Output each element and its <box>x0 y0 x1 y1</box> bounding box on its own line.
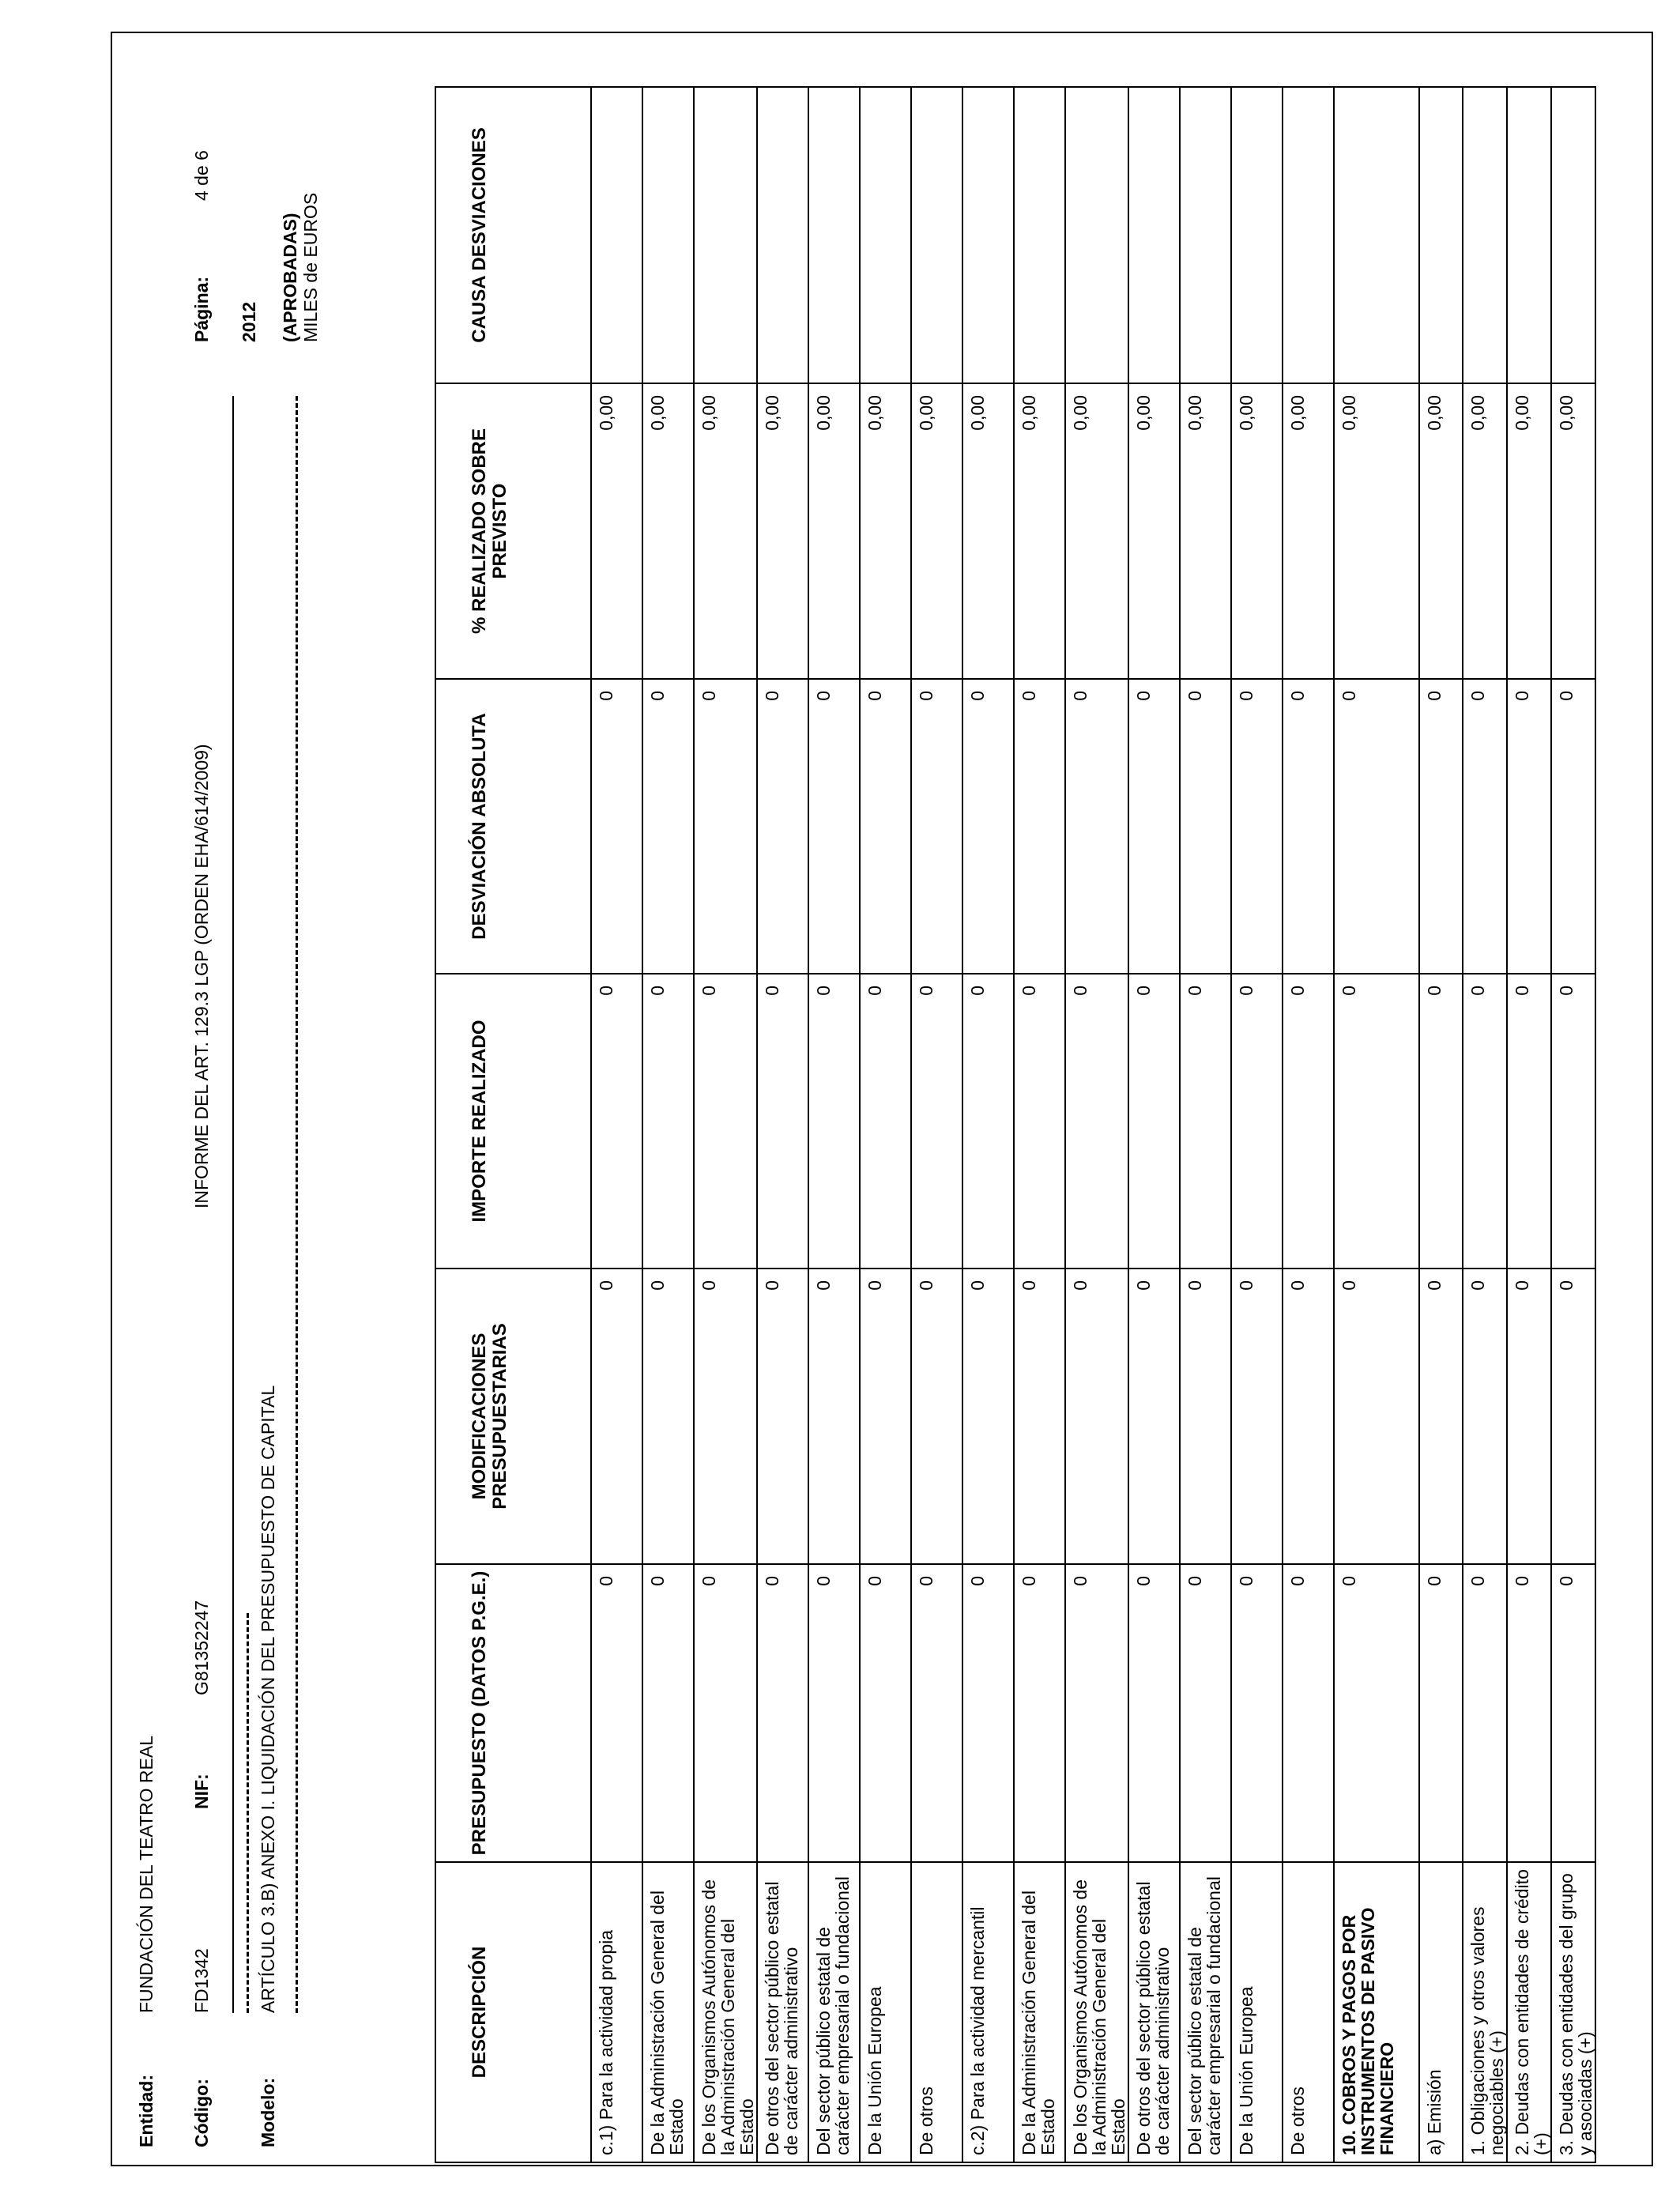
table-row <box>591 87 642 2162</box>
modificaciones-cell: 0 <box>962 1269 1014 1564</box>
table-header-row <box>435 87 591 2162</box>
modelo-dashed-rule <box>296 396 298 2013</box>
presupuesto-cell: 0 <box>1419 1564 1463 1862</box>
porcentaje-realizado-cell: 0,00 <box>1507 383 1551 679</box>
importe-realizado-cell: 0 <box>962 974 1014 1269</box>
pagina-label: Página: <box>191 276 212 342</box>
importe-realizado-cell: 0 <box>1334 974 1419 1269</box>
desviacion-absoluta-cell: 0 <box>1065 679 1128 974</box>
presupuesto-cell: 0 <box>860 1564 911 1862</box>
modificaciones-cell: 0 <box>1014 1269 1065 1564</box>
porcentaje-realizado-cell: 0,00 <box>1014 383 1065 679</box>
modificaciones-cell: 0 <box>1065 1269 1128 1564</box>
description-cell: De la Unión Europea <box>860 1862 911 2162</box>
causa-desviaciones-cell <box>1419 87 1463 383</box>
porcentaje-realizado-cell: 0,00 <box>911 383 962 679</box>
description-cell: a) Emisión <box>1419 1862 1463 2162</box>
causa-desviaciones-cell <box>808 87 860 383</box>
importe-realizado-cell: 0 <box>1128 974 1180 1269</box>
presupuesto-cell: 0 <box>1551 1564 1595 1862</box>
importe-realizado-cell: 0 <box>694 974 757 1269</box>
table-row <box>911 87 962 2162</box>
porcentaje-realizado-cell: 0,00 <box>1551 383 1595 679</box>
description-cell: De otros <box>911 1862 962 2162</box>
porcentaje-realizado-cell: 0,00 <box>1283 383 1334 679</box>
units-label: MILES de EUROS <box>300 192 321 342</box>
entidad-label: Entidad: <box>136 2075 156 2147</box>
causa-desviaciones-cell <box>1283 87 1334 383</box>
col-descripcion: DESCRIPCIÓN <box>435 1862 591 2162</box>
porcentaje-realizado-cell: 0,00 <box>1334 383 1419 679</box>
importe-realizado-cell: 0 <box>1551 974 1595 1269</box>
modificaciones-cell: 0 <box>860 1269 911 1564</box>
presupuesto-cell: 0 <box>1014 1564 1065 1862</box>
col-importe-realizado: IMPORTE REALIZADO <box>435 974 591 1269</box>
presupuesto-cell: 0 <box>1507 1564 1551 1862</box>
col-causa-desviaciones: CAUSA DESVIACIONES <box>435 87 591 383</box>
modificaciones-cell: 0 <box>1507 1269 1551 1564</box>
importe-realizado-cell: 0 <box>1231 974 1283 1269</box>
desviacion-absoluta-cell: 0 <box>1180 679 1231 974</box>
description-cell: Del sector público estatal de carácter empresarial o fundacional <box>1180 1862 1231 2162</box>
table-row <box>1065 87 1128 2162</box>
presupuesto-cell: 0 <box>642 1564 694 1862</box>
modificaciones-cell: 0 <box>1128 1269 1180 1564</box>
porcentaje-realizado-cell: 0,00 <box>694 383 757 679</box>
presupuesto-cell: 0 <box>1334 1564 1419 1862</box>
causa-desviaciones-cell <box>1014 87 1065 383</box>
causa-desviaciones-cell <box>642 87 694 383</box>
year: 2012 <box>239 301 259 342</box>
desviacion-absoluta-cell: 0 <box>911 679 962 974</box>
desviacion-absoluta-cell: 0 <box>757 679 808 974</box>
modificaciones-cell: 0 <box>808 1269 860 1564</box>
causa-desviaciones-cell <box>1507 87 1551 383</box>
importe-realizado-cell: 0 <box>860 974 911 1269</box>
description-cell: 1. Obligaciones y otros valores negociables (+) <box>1463 1862 1507 2162</box>
description-cell: De otros del sector público estatal de carácter administrativo <box>757 1862 808 2162</box>
porcentaje-realizado-cell: 0,00 <box>591 383 642 679</box>
porcentaje-realizado-cell: 0,00 <box>1463 383 1507 679</box>
causa-desviaciones-cell <box>1231 87 1283 383</box>
codigo-dashed-rule <box>247 1613 249 2013</box>
porcentaje-realizado-cell: 0,00 <box>860 383 911 679</box>
porcentaje-realizado-cell: 0,00 <box>1065 383 1128 679</box>
importe-realizado-cell: 0 <box>642 974 694 1269</box>
table-row <box>1334 87 1419 2162</box>
description-cell: De otros del sector público estatal de carácter administrativo <box>1128 1862 1180 2162</box>
desviacion-absoluta-cell: 0 <box>1128 679 1180 974</box>
presupuesto-cell: 0 <box>808 1564 860 1862</box>
causa-desviaciones-cell <box>962 87 1014 383</box>
description-cell: De la Administración General del Estado <box>642 1862 694 2162</box>
importe-realizado-cell: 0 <box>1014 974 1065 1269</box>
modificaciones-cell: 0 <box>757 1269 808 1564</box>
description-cell: De la Unión Europea <box>1231 1862 1283 2162</box>
importe-realizado-cell: 0 <box>1507 974 1551 1269</box>
causa-desviaciones-cell <box>694 87 757 383</box>
table-row <box>1014 87 1065 2162</box>
modificaciones-cell: 0 <box>1283 1269 1334 1564</box>
header-rule <box>232 396 234 2013</box>
desviacion-absoluta-cell: 0 <box>1551 679 1595 974</box>
modelo-label: Modelo: <box>258 2077 278 2147</box>
presupuesto-cell: 0 <box>591 1564 642 1862</box>
desviacion-absoluta-cell: 0 <box>962 679 1014 974</box>
col-modificaciones: MODIFICACIONES PRESUPUESTARIAS <box>435 1269 591 1564</box>
importe-realizado-cell: 0 <box>911 974 962 1269</box>
description-cell: De otros <box>1283 1862 1334 2162</box>
modelo-value: ARTÍCULO 3.B) ANEXO I. LIQUIDACIÓN DEL PRESUPUESTO DE CAPITAL <box>258 1385 278 2013</box>
description-cell: 10. COBROS Y PAGOS POR INSTRUMENTOS DE PASIVO FINANCIERO <box>1334 1862 1419 2162</box>
modificaciones-cell: 0 <box>1463 1269 1507 1564</box>
presupuesto-cell: 0 <box>1180 1564 1231 1862</box>
porcentaje-realizado-cell: 0,00 <box>757 383 808 679</box>
desviacion-absoluta-cell: 0 <box>1334 679 1419 974</box>
presupuesto-cell: 0 <box>1128 1564 1180 1862</box>
desviacion-absoluta-cell: 0 <box>1283 679 1334 974</box>
porcentaje-realizado-cell: 0,00 <box>808 383 860 679</box>
description-cell: De la Administración General del Estado <box>1014 1862 1065 2162</box>
importe-realizado-cell: 0 <box>1180 974 1231 1269</box>
table-row <box>757 87 808 2162</box>
description-cell: 3. Deudas con entidades del grupo y asociadas (+) <box>1551 1862 1595 2162</box>
causa-desviaciones-cell <box>757 87 808 383</box>
desviacion-absoluta-cell: 0 <box>642 679 694 974</box>
desviacion-absoluta-cell: 0 <box>694 679 757 974</box>
importe-realizado-cell: 0 <box>808 974 860 1269</box>
causa-desviaciones-cell <box>1065 87 1128 383</box>
table-row <box>860 87 911 2162</box>
modificaciones-cell: 0 <box>591 1269 642 1564</box>
codigo-label: Código: <box>191 2079 212 2147</box>
pagina-value: 4 de 6 <box>191 150 212 201</box>
causa-desviaciones-cell <box>1463 87 1507 383</box>
modificaciones-cell: 0 <box>642 1269 694 1564</box>
desviacion-absoluta-cell: 0 <box>1231 679 1283 974</box>
col-desviacion-absoluta: DESVIACIÓN ABSOLUTA <box>435 679 591 974</box>
table-row <box>1463 87 1507 2162</box>
porcentaje-realizado-cell: 0,00 <box>962 383 1014 679</box>
nif-value: G81352247 <box>191 1600 212 1695</box>
causa-desviaciones-cell <box>1128 87 1180 383</box>
table-row <box>962 87 1014 2162</box>
presupuesto-cell: 0 <box>962 1564 1014 1862</box>
modificaciones-cell: 0 <box>694 1269 757 1564</box>
porcentaje-realizado-cell: 0,00 <box>1128 383 1180 679</box>
importe-realizado-cell: 0 <box>1065 974 1128 1269</box>
table-row <box>1419 87 1463 2162</box>
porcentaje-realizado-cell: 0,00 <box>1419 383 1463 679</box>
description-cell: De los Organismos Autónomos de la Administración General del Estado <box>694 1862 757 2162</box>
liquidation-table <box>435 86 1596 2163</box>
entidad-value: FUNDACIÓN DEL TEATRO REAL <box>136 1735 156 2013</box>
presupuesto-cell: 0 <box>911 1564 962 1862</box>
presupuesto-cell: 0 <box>1283 1564 1334 1862</box>
page-frame <box>111 32 1653 2166</box>
table-row <box>1128 87 1180 2162</box>
desviacion-absoluta-cell: 0 <box>808 679 860 974</box>
table-row <box>694 87 757 2162</box>
desviacion-absoluta-cell: 0 <box>860 679 911 974</box>
porcentaje-realizado-cell: 0,00 <box>642 383 694 679</box>
modificaciones-cell: 0 <box>1231 1269 1283 1564</box>
modificaciones-cell: 0 <box>1334 1269 1419 1564</box>
col-porcentaje-realizado: % REALIZADO SOBRE PREVISTO <box>435 383 591 679</box>
causa-desviaciones-cell <box>911 87 962 383</box>
causa-desviaciones-cell <box>1180 87 1231 383</box>
presupuesto-cell: 0 <box>694 1564 757 1862</box>
presupuesto-cell: 0 <box>1065 1564 1128 1862</box>
desviacion-absoluta-cell: 0 <box>1463 679 1507 974</box>
table-row <box>808 87 860 2162</box>
causa-desviaciones-cell <box>591 87 642 383</box>
table-row <box>1231 87 1283 2162</box>
modificaciones-cell: 0 <box>1551 1269 1595 1564</box>
importe-realizado-cell: 0 <box>1283 974 1334 1269</box>
informe-title: INFORME DEL ART. 129.3 LGP (ORDEN EHA/614/2009) <box>191 744 212 1208</box>
importe-realizado-cell: 0 <box>1419 974 1463 1269</box>
presupuesto-cell: 0 <box>1463 1564 1507 1862</box>
causa-desviaciones-cell <box>1334 87 1419 383</box>
desviacion-absoluta-cell: 0 <box>1507 679 1551 974</box>
codigo-value: FD1342 <box>191 1948 212 2013</box>
modificaciones-cell: 0 <box>1180 1269 1231 1564</box>
causa-desviaciones-cell <box>1551 87 1595 383</box>
table-row <box>642 87 694 2162</box>
table-row <box>1180 87 1231 2162</box>
nif-label: NIF: <box>191 1774 212 1809</box>
presupuesto-cell: 0 <box>757 1564 808 1862</box>
modificaciones-cell: 0 <box>1419 1269 1463 1564</box>
description-cell: De los Organismos Autónomos de la Administración General del Estado <box>1065 1862 1128 2162</box>
modificaciones-cell: 0 <box>911 1269 962 1564</box>
porcentaje-realizado-cell: 0,00 <box>1180 383 1231 679</box>
desviacion-absoluta-cell: 0 <box>1014 679 1065 974</box>
causa-desviaciones-cell <box>860 87 911 383</box>
col-presupuesto: PRESUPUESTO (DATOS P.G.E.) <box>435 1564 591 1862</box>
importe-realizado-cell: 0 <box>1463 974 1507 1269</box>
description-cell: c.1) Para la actividad propia <box>591 1862 642 2162</box>
description-cell: c.2) Para la actividad mercantil <box>962 1862 1014 2162</box>
porcentaje-realizado-cell: 0,00 <box>1231 383 1283 679</box>
importe-realizado-cell: 0 <box>757 974 808 1269</box>
table-row <box>1507 87 1551 2162</box>
description-cell: 2. Deudas con entidades de crédito (+) <box>1507 1862 1551 2162</box>
aprobadas-label: (APROBADAS) <box>280 213 300 342</box>
description-cell: Del sector público estatal de carácter empresarial o fundacional <box>808 1862 860 2162</box>
table-row <box>1283 87 1334 2162</box>
presupuesto-cell: 0 <box>1231 1564 1283 1862</box>
importe-realizado-cell: 0 <box>591 974 642 1269</box>
desviacion-absoluta-cell: 0 <box>1419 679 1463 974</box>
table-row <box>1551 87 1595 2162</box>
desviacion-absoluta-cell: 0 <box>591 679 642 974</box>
